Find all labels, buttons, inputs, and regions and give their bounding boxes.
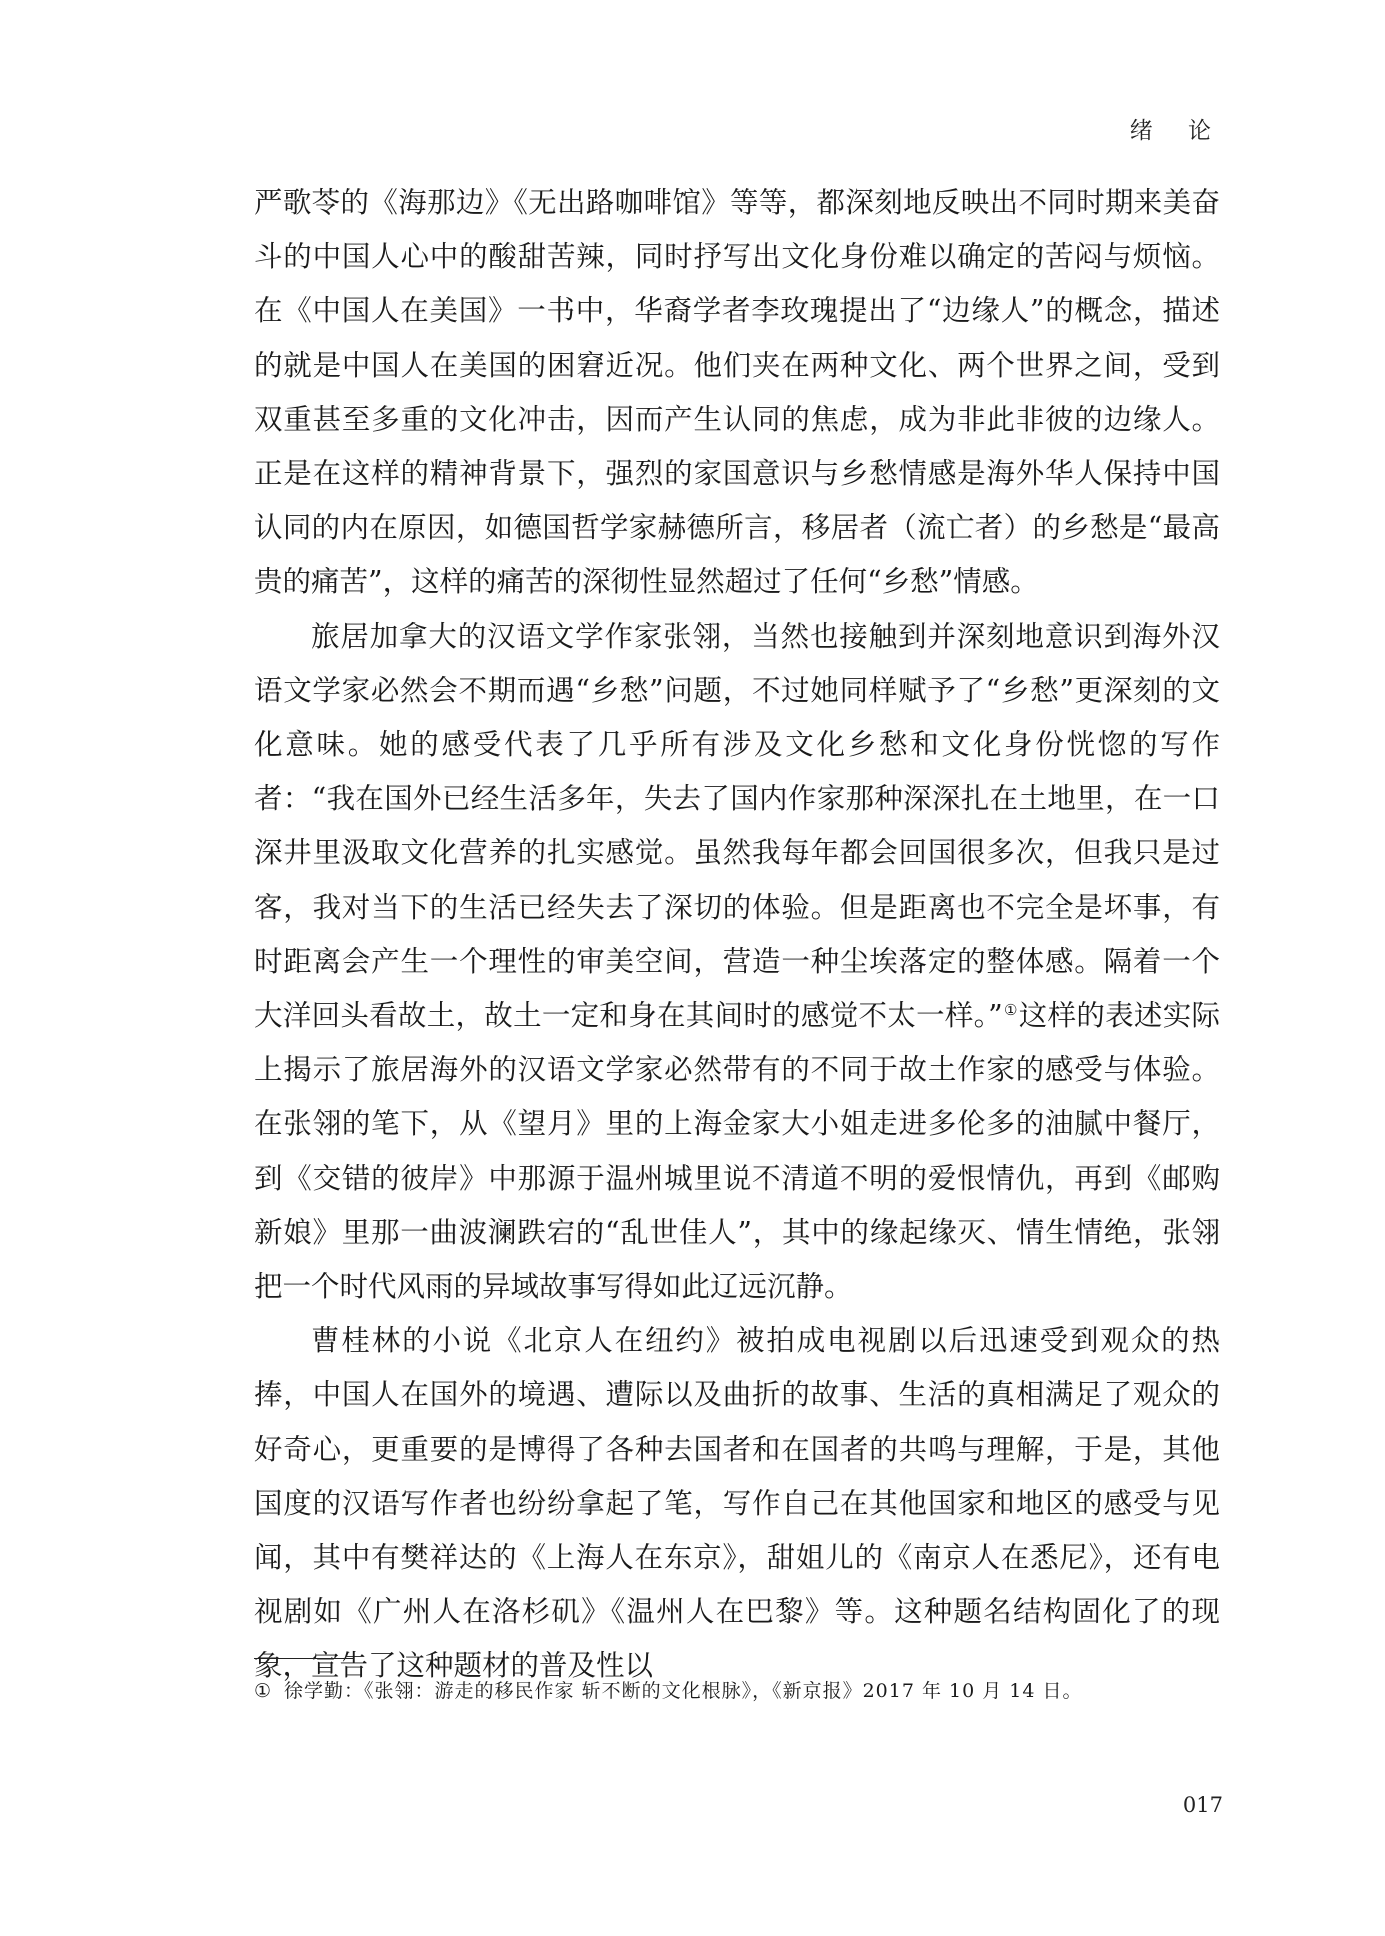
body-text [254, 176, 1220, 1694]
paragraph-zhang-ling-part1: 旅居加拿大的汉语文学作家张翎，当然也接触到并深刻地意识到海外汉语文学家必然会不期而遇“乡愁”问题，不过她同样赋予了“乡愁”更深刻的文化意味。她的感受代表了几乎所有涉及文化乡愁和文化身份恍惚的写作者：“我在国外已经生活多年，失去了国内作家那种深深扎在土地里，在一口深井里汲取文化营养的扎实感觉。虽然我每年都会回国很多次，但我只是过客，我对当下的生活已经失去了深切的体验。但是距离也不完全是坏事，有时距离会产生一个理性的审美空间，营造一种尘埃落定的整体感。隔着一个大洋回头看故土，故土一定和身在其间时的感觉不太一样。” [254, 619, 1220, 1033]
footnote-reference[interactable]: ① [1003, 1000, 1018, 1019]
footnote [254, 1676, 1220, 1706]
footnote-text: 徐学勤：《张翎：游走的移民作家 斩不断的文化根脉》，《新京报》2017 年 10 月 14 日。 [284, 1680, 1083, 1702]
paragraph-cao-guilin: 曹桂林的小说《北京人在纽约》被拍成电视剧以后迅速受到观众的热捧，中国人在国外的境遇、遭际以及曲折的故事、生活的真相满足了观众的好奇心，更重要的是博得了各种去国者和在国者的共鸣与理解，于是，其他国度的汉语写作者也纷纷拿起了笔，写作自己在其他国家和地区的感受与见闻，其中有樊祥达的《上海人在东京》，甜姐儿的《南京人在悉尼》，还有电视剧如《广州人在洛杉矶》《温州人在巴黎》等。这种题名结构固化了的现象，宣告了这种题材的普及性以 [254, 1324, 1220, 1683]
paragraph-continued: 严歌苓的《海那边》《无出路咖啡馆》等等，都深刻地反映出不同时期来美奋斗的中国人心中的酸甜苦辣，同时抒写出文化身份难以确定的苦闷与烦恼。在《中国人在美国》一书中，华裔学者李玫瑰提出了“边缘人”的概念，描述的就是中国人在美国的困窘近况。他们夹在两种文化、两个世界之间，受到双重甚至多重的文化冲击，因而产生认同的焦虑，成为非此非彼的边缘人。正是在这样的精神背景下，强烈的家国意识与乡愁情感是海外华人保持中国认同的内在原因，如德国哲学家赫德所言，移居者（流亡者）的乡愁是“最高贵的痛苦”，这样的痛苦的深彻性显然超过了任何“乡愁”情感。 [254, 186, 1220, 599]
running-header: 绪 论 [1129, 118, 1225, 144]
footnote-mark: ① [254, 1680, 273, 1702]
paragraph-zhang-ling-part2: 这样的表述实际上揭示了旅居海外的汉语文学家必然带有的不同于故土作家的感受与体验。在张翎的笔下，从《望月》里的上海金家大小姐走进多伦多的油腻中餐厅，到《交错的彼岸》中那源于温州城里说不清道不明的爱恨情仇，再到《邮购新娘》里那一曲波澜跌宕的“乱世佳人”，其中的缘起缘灭、情生情绝，张翎把一个时代风雨的异域故事写得如此辽远沉静。 [254, 999, 1220, 1304]
footnote-divider [254, 1658, 354, 1659]
page-number: 017 [1182, 1793, 1223, 1817]
paragraph-zhang-ling [254, 610, 1220, 1315]
